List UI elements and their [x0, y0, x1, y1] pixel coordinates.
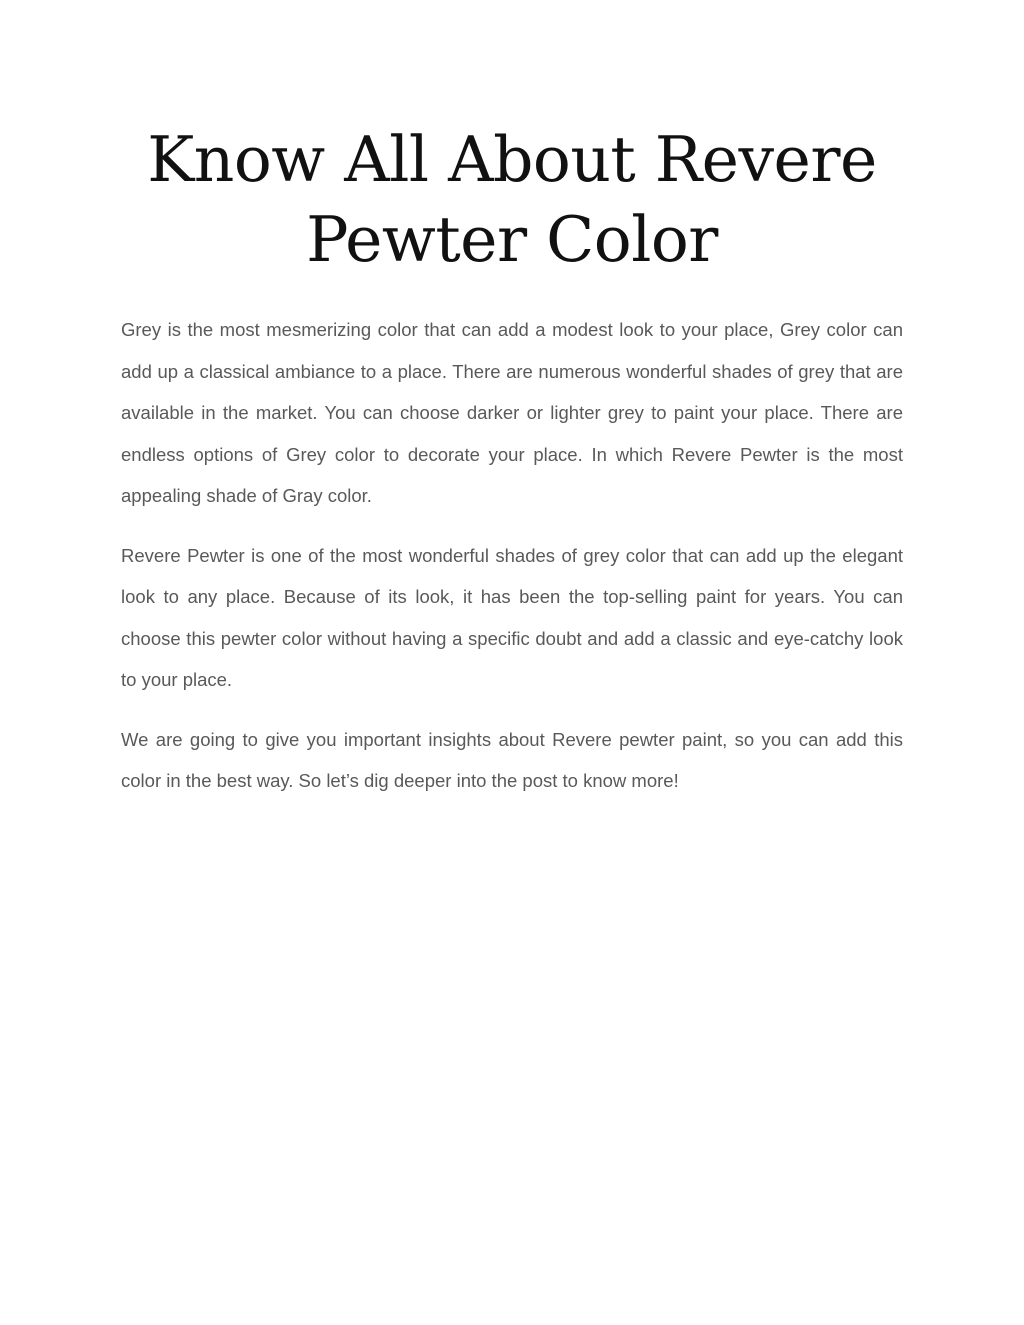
page-title: Know All About Revere Pewter Color — [147, 123, 877, 276]
paragraph-revere-pewter: Revere Pewter is one of the most wonderful shades of grey color that can add up the elegant look to any place. Because of its look, it has been the top-selling paint for years. You can choose this pewter color without having a specific doubt and add a classic and eye-catchy look to your place. — [121, 544, 903, 690]
paragraph-intro: Grey is the most mesmerizing color that can add a modest look to your place, Grey color can add up a classical ambiance to a place. There are numerous wonderful shades of grey that are available in the market. You can choose darker or lighter grey to paint your place. There are endless options of Grey color to decorate your place. In which Revere Pewter is the most appealing shade of Gray color. — [121, 319, 903, 506]
paragraph-insights: We are going to give you important insights about Revere pewter paint, so you can add this color in the best way. So let’s dig deeper into the post to know more! — [121, 728, 903, 791]
article-body — [121, 309, 903, 820]
